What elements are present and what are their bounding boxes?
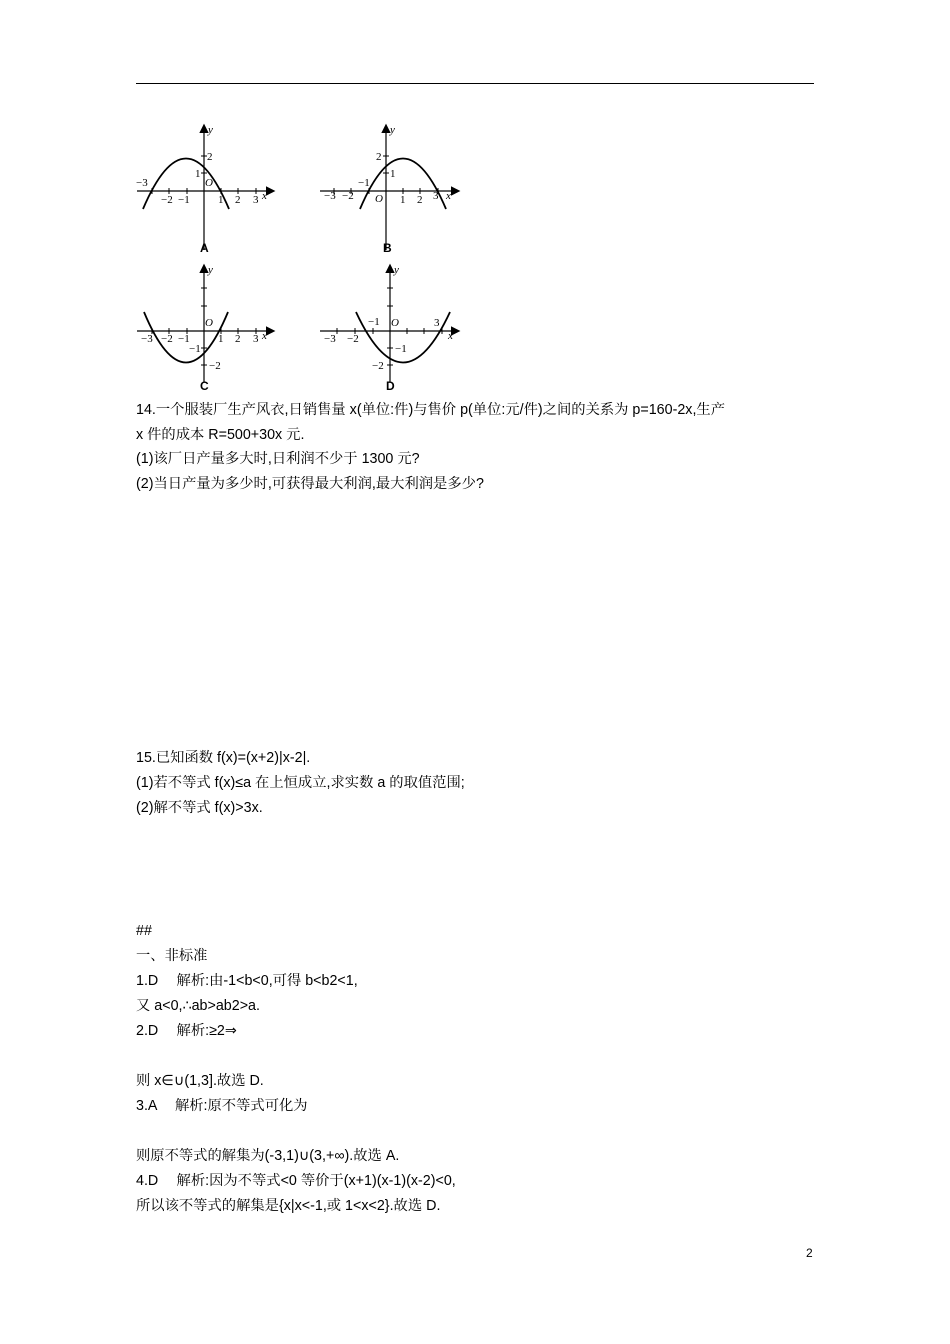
tick-label: −2 xyxy=(372,360,384,372)
tick-label: −1 xyxy=(178,194,190,206)
problem-14-line-1: 14.一个服装厂生产风衣,日销售量 x(单位:件)与售价 p(单位:元/件)之间的关系为 p=160-2x,生产 xyxy=(136,402,726,418)
graph-caption: D xyxy=(386,379,395,393)
graph-caption: A xyxy=(200,241,209,255)
tick-label: −1 xyxy=(178,333,190,345)
answer-4-continued: 所以该不等式的解集是{x|x<-1,或 1<x<2}.故选 D. xyxy=(136,1198,441,1214)
tick-label: 3 xyxy=(253,333,259,345)
tick-label: −3 xyxy=(136,177,148,189)
graph-a xyxy=(135,120,285,260)
answer-1-continued: 又 a<0,∴ab>ab2>a. xyxy=(136,998,260,1014)
tick-label: 2 xyxy=(235,194,241,206)
answer-2-continued: 则 x∈∪(1,3].故选 D. xyxy=(136,1073,264,1089)
tick-label: −1 xyxy=(189,343,201,355)
origin-label: O xyxy=(205,317,213,329)
tick-label: −2 xyxy=(347,333,359,345)
tick-label: −2 xyxy=(209,360,221,372)
tick-label: 2 xyxy=(376,151,382,163)
tick-label: 3 xyxy=(253,194,259,206)
origin-label: O xyxy=(205,177,213,189)
tick-label: −1 xyxy=(368,316,380,328)
tick-label: −2 xyxy=(161,194,173,206)
tick-label: 1 xyxy=(195,168,201,180)
problem-14-part-1: (1)该厂日产量多大时,日利润不少于 1300 元? xyxy=(136,451,420,467)
answer-2: 2.D 解析:≥2⇒ xyxy=(136,1023,237,1039)
tick-label: −2 xyxy=(342,190,354,202)
tick-label: 3 xyxy=(433,190,439,202)
graph-caption: B xyxy=(383,241,392,255)
y-axis-label: y xyxy=(390,124,395,136)
tick-label: −3 xyxy=(324,333,336,345)
y-axis-label: y xyxy=(208,124,213,136)
answer-4: 4.D 解析:因为不等式<0 等价于(x+1)(x-1)(x-2)<0, xyxy=(136,1173,456,1189)
x-axis-label: x xyxy=(446,190,451,202)
problem-15-line-1: 15.已知函数 f(x)=(x+2)|x-2|. xyxy=(136,750,311,766)
tick-label: −2 xyxy=(161,333,173,345)
origin-label: O xyxy=(375,193,383,205)
x-axis-label: x xyxy=(448,330,453,342)
tick-label: 3 xyxy=(434,317,440,329)
graph-caption: C xyxy=(200,379,209,393)
tick-label: −1 xyxy=(358,177,370,189)
tick-label: 1 xyxy=(390,168,396,180)
tick-label: −3 xyxy=(324,190,336,202)
tick-label: 1 xyxy=(218,194,224,206)
answer-3-continued: 则原不等式的解集为(-3,1)∪(3,+∞).故选 A. xyxy=(136,1148,400,1164)
origin-label: O xyxy=(391,317,399,329)
page-number: 2 xyxy=(806,1246,813,1260)
y-axis-label: y xyxy=(208,264,213,276)
header-rule xyxy=(136,83,814,84)
x-axis-label: x xyxy=(262,190,267,202)
answer-1: 1.D 解析:由-1<b<0,可得 b<b2<1, xyxy=(136,973,358,989)
x-axis-label: x xyxy=(262,330,267,342)
y-axis-label: y xyxy=(394,264,399,276)
problem-15-part-1: (1)若不等式 f(x)≤a 在上恒成立,求实数 a 的取值范围; xyxy=(136,775,465,791)
graph-d xyxy=(318,262,468,397)
problem-14-line-2: x 件的成本 R=500+30x 元. xyxy=(136,427,305,443)
graph-c xyxy=(135,262,285,397)
tick-label: −3 xyxy=(141,333,153,345)
answer-section-title: 一、非标准 xyxy=(136,948,208,964)
tick-label: 2 xyxy=(235,333,241,345)
problem-14-part-2: (2)当日产量为多少时,可获得最大利润,最大利润是多少? xyxy=(136,476,484,492)
tick-label: 2 xyxy=(207,151,213,163)
tick-label: −1 xyxy=(395,343,407,355)
answer-3: 3.A 解析:原不等式可化为 xyxy=(136,1098,308,1114)
graph-b xyxy=(318,120,468,260)
tick-label: 1 xyxy=(400,194,406,206)
tick-label: 1 xyxy=(218,333,224,345)
problem-15-part-2: (2)解不等式 f(x)>3x. xyxy=(136,800,263,816)
answer-marker: ## xyxy=(136,923,152,939)
tick-label: 2 xyxy=(417,194,423,206)
